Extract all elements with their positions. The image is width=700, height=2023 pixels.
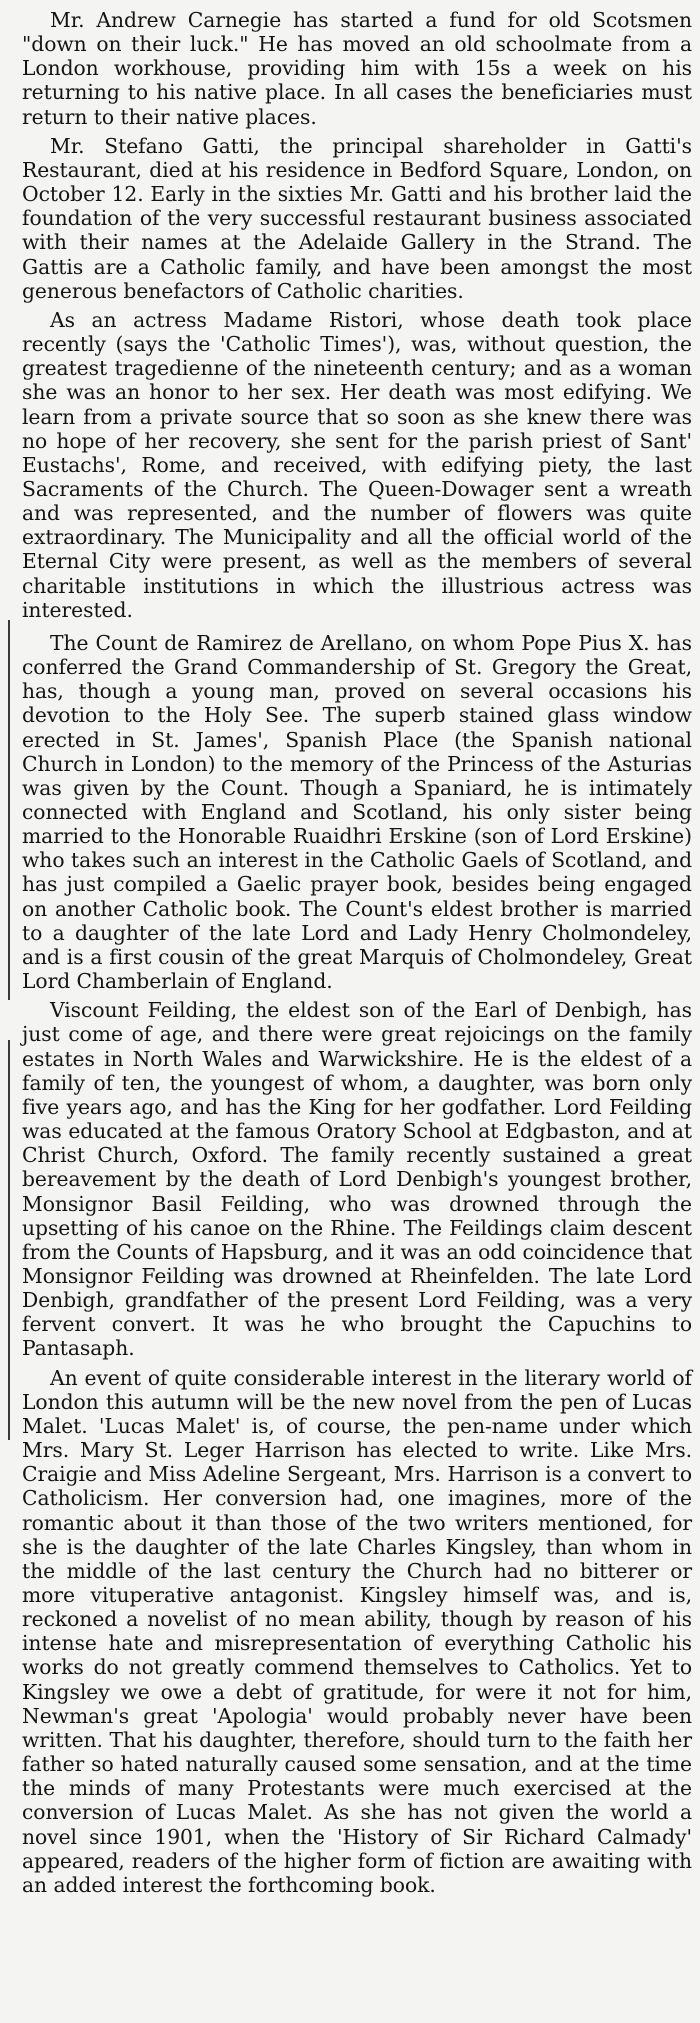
column-rule [8,620,10,1000]
article-feilding: Viscount Feilding, the eldest son of the Earl of Denbigh, has just come of age, and there were great rejoicings on the family estates in North Wales and Warwickshire. He is the eldest of a family of ten, the youngest of whom, a daughter, was born only five years ago, and has the King for her godfather. Lord Feilding was educated at the famous Oratory School at Edgbaston, and at Christ Church, Oxford. The family recently sustained a great bereavement by the death of Lord Denbigh's youngest brother, Monsignor Basil Feilding, who was drowned through the upsetting of his canoe on the Rhine. The Feildings claim descent from the Counts of Hapsburg, and it was an odd coincidence that Monsignor Feilding was drowned at Rheinfelden. The late Lord Denbigh, grandfather of the present Lord Feilding, was a very fervent convert. It was he who brought the Capuchins to Pantasaph. [22,998,692,1361]
article-ramirez: The Count de Ramirez de Arellano, on whom Pope Pius X. has conferred the Grand Commandership of St. Gregory the Great, has, though a young man, proved on several occasions his devotion to the Holy See. The superb stained glass window erected in St. James', Spanish Place (the Spanish national Church in London) to the memory of the Princess of the Asturias was given by the Count. Though a Spaniard, he is intimately connected with England and Scotland, his only sister being married to the Honorable Ruaidhri Erskine (son of Lord Erskine) who takes such an interest in the Catholic Gaels of Scotland, and has just compiled a Gaelic prayer book, besides being engaged on another Catholic book. The Count's eldest brother is married to a daughter of the late Lord and Lady Henry Cholmondeley, and is a first cousin of the great Marquis of Cholmondeley, Great Lord Chamberlain of England. [22,630,692,994]
article-carnegie: Mr. Andrew Carnegie has started a fund for old Scotsmen "down on their luck." He has moved an old schoolmate from a London workhouse, providing him with 15s a week on his returning to his native place. In all cases the beneficiaries must return to their native places. [22,8,692,129]
article-lucas-malet: An event of quite considerable interest in the literary world of London this autumn will be the new novel from the pen of Lucas Malet. 'Lucas Malet' is, of course, the pen-name under which Mrs. Mary St. Leger Harrison has elected to write. Like Mrs. Craigie and Miss Adeline Sergeant, Mrs. Harrison is a convert to Catholicism. Her conversion had, one imagines, more of the romantic about it than those of the two writers mentioned, for she is the daughter of the late Charles Kingsley, than whom in the middle of the last century the Church had no bitterer or more vituperative antagonist. Kingsley himself was, and is, reckoned a novelist of no mean ability, though by reason of his intense hate and misrepresentation of everything Catholic his works do not greatly commend themselves to Catholics. Yet to Kingsley we owe a debt of gratitude, for were it not for him, Newman's great 'Apologia' would probably never have been written. That his daughter, therefore, should turn to the faith her father so hated naturally caused some sensation, and at the time the minds of many Protestants were much exercised at the conversion of Lucas Malet. As she has not given the world a novel since 1901, when the 'History of Sir Richard Calmady' appeared, readers of the higher form of fiction are awaiting with an added interest the forthcoming book. [22,1365,692,1897]
article-ristori: As an actress Madame Ristori, whose death took place recently (says the 'Catholic Times'), was, without question, the greatest tragedienne of the nineteenth century; and as a woman she was an honor to her sex. Her death was most edifying. We learn from a private source that so soon as she knew there was no hope of her recovery, she sent for the parish priest of Sant' Eustachs', Rome, and received, with edifying piety, the last Sacraments of the Church. The Queen-Dowager sent a wreath and was represented, and the number of flowers was quite extraordinary. The Municipality and all the official world of the Eternal City were present, as well as the members of several charitable institutions in which the illustrious actress was interested. [22,307,692,622]
column-rule [8,1040,10,1440]
article-gatti: Mr. Stefano Gatti, the principal shareholder in Gatti's Restaurant, died at his residence in Bedford Square, London, on October 12. Early in the sixties Mr. Gatti and his brother laid the foundation of the very successful restaurant business associated with their names at the Adelaide Gallery in the Strand. The Gattis are a Catholic family, and have been amongst the most generous benefactors of Catholic charities. [22,133,692,303]
paragraph-gap [22,622,692,631]
